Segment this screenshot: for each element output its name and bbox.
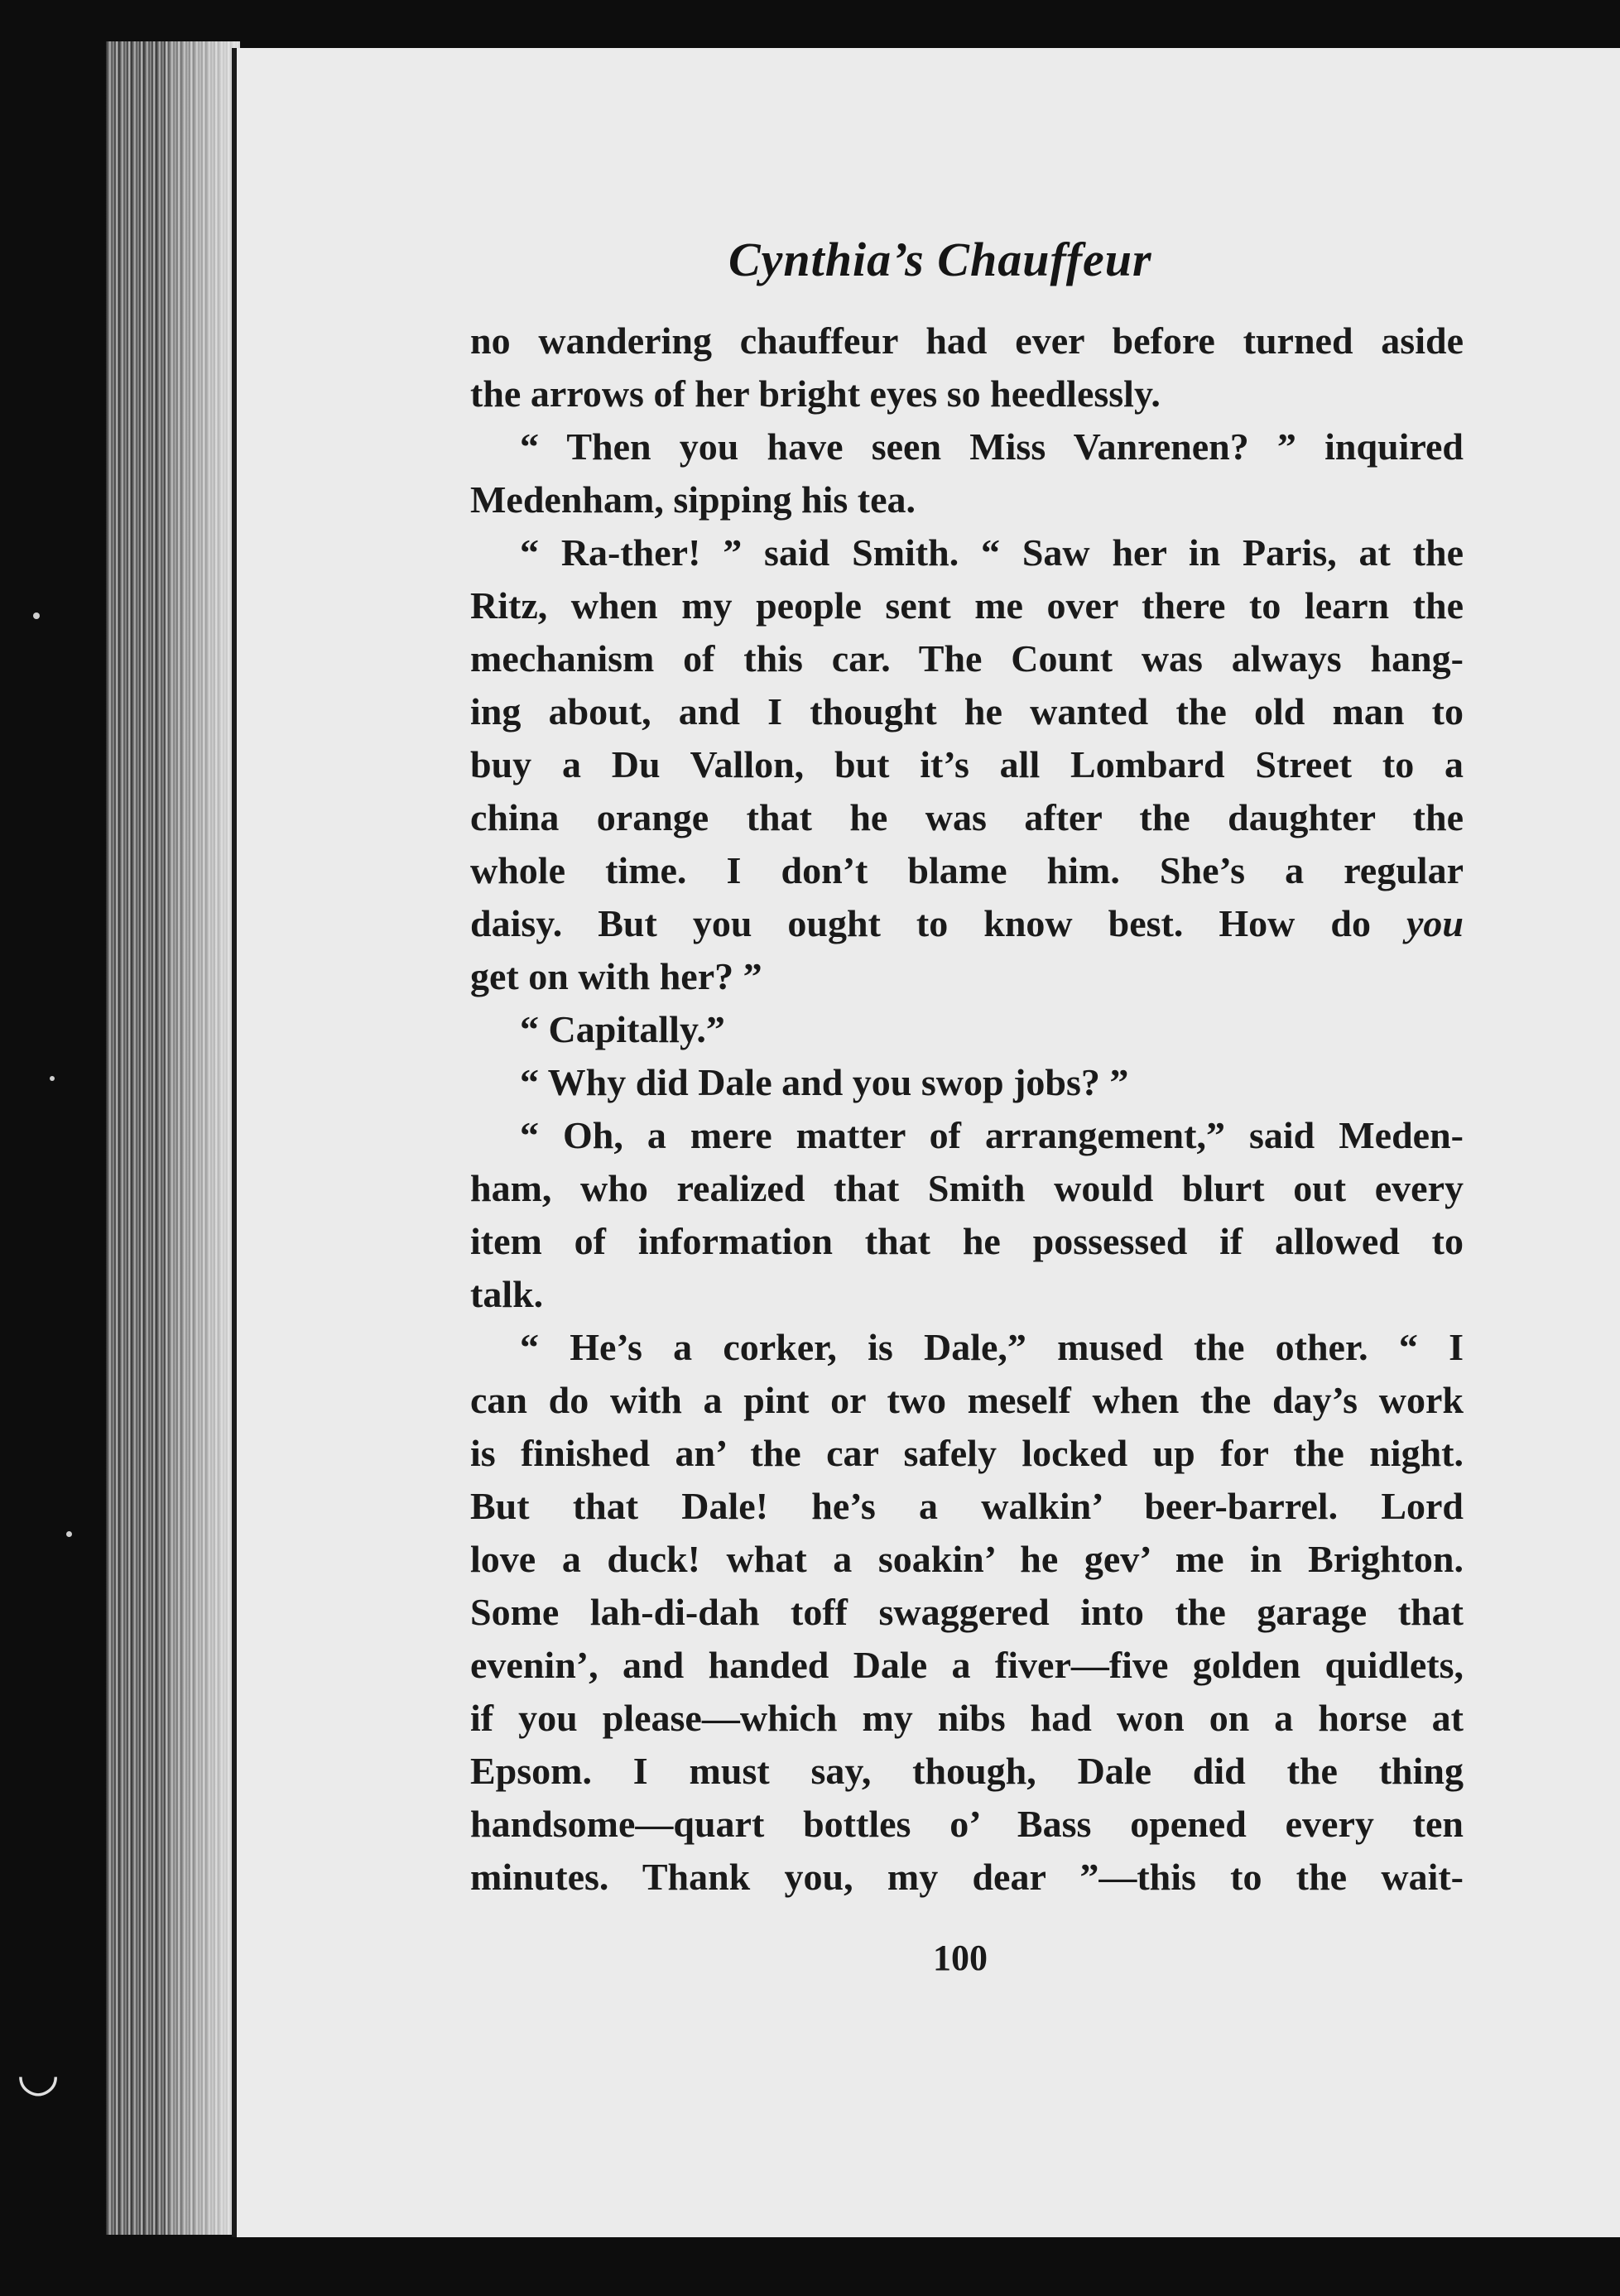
text-line: “ Why did Dale and you swop jobs? ”: [520, 1061, 1129, 1103]
text-line: Some lah-di-dah toff swaggered into the garage that: [470, 1591, 1464, 1633]
text-line: mechanism of this car. The Count was always hang-: [470, 637, 1464, 680]
running-head: Cynthia’s Chauffeur: [728, 233, 1152, 286]
text-line: “ He’s a corker, is Dale,” mused the other. “ I: [520, 1326, 1464, 1368]
text-line: whole time. I don’t blame him. She’s a regular: [470, 849, 1464, 891]
text-line: if you please—which my nibs had won on a horse at: [470, 1697, 1464, 1739]
text-line: ham, who realized that Smith would blurt out every: [470, 1167, 1464, 1209]
text-line: buy a Du Vallon, but it’s all Lombard Street to a: [470, 743, 1464, 785]
text-segment: daisy. But you ought to know best. How do: [470, 902, 1406, 944]
text-line: item of information that he possessed if allowed to: [470, 1220, 1464, 1262]
italic-word: you: [1406, 902, 1464, 944]
body-text: [470, 315, 1464, 1904]
text-line: china orange that he was after the daughter the: [470, 796, 1464, 838]
text-line: is finished an’ the car safely locked up for the night.: [470, 1432, 1464, 1474]
text-line: talk.: [470, 1273, 544, 1315]
gutter-line: [232, 48, 237, 2237]
margin-mark: ◡: [17, 2044, 60, 2102]
text-line: “ Capitally.”: [520, 1008, 725, 1050]
text-line: can do with a pint or two meself when the day’s work: [470, 1379, 1464, 1421]
dust-speck: [33, 612, 40, 619]
text-line: Epsom. I must say, though, Dale did the thing: [470, 1750, 1464, 1792]
dust-speck: [50, 1076, 55, 1081]
text-line: evenin’, and handed Dale a fiver—five golden quidlets,: [470, 1644, 1464, 1686]
text-line: handsome—quart bottles o’ Bass opened every ten: [470, 1803, 1464, 1845]
text-line: “ Then you have seen Miss Vanrenen? ” inquired: [520, 425, 1464, 468]
text-line: ing about, and I thought he wanted the old man to: [470, 690, 1464, 733]
gutter-shadow: [166, 41, 240, 2235]
text-line: no wandering chauffeur had ever before turned aside: [470, 319, 1464, 362]
text-line: But that Dale! he’s a walkin’ beer-barrel. Lord: [470, 1485, 1464, 1527]
text-line: Ritz, when my people sent me over there to learn the: [470, 584, 1464, 627]
text-line: “ Ra-ther! ” said Smith. “ Saw her in Paris, at the: [520, 531, 1464, 574]
text-line-with-italic: [470, 897, 1464, 950]
page-number: 100: [933, 1938, 988, 1978]
text-line: get on with her? ”: [470, 955, 762, 997]
dust-speck: [66, 1531, 72, 1537]
text-line: “ Oh, a mere matter of arrangement,” said Meden-: [520, 1114, 1464, 1156]
text-line: Medenham, sipping his tea.: [470, 478, 916, 521]
text-line: love a duck! what a soakin’ he gev’ me in Brighton.: [470, 1538, 1464, 1580]
text-line: the arrows of her bright eyes so heedlessly.: [470, 372, 1161, 415]
text-line: minutes. Thank you, my dear ”—this to the wait-: [470, 1856, 1464, 1898]
